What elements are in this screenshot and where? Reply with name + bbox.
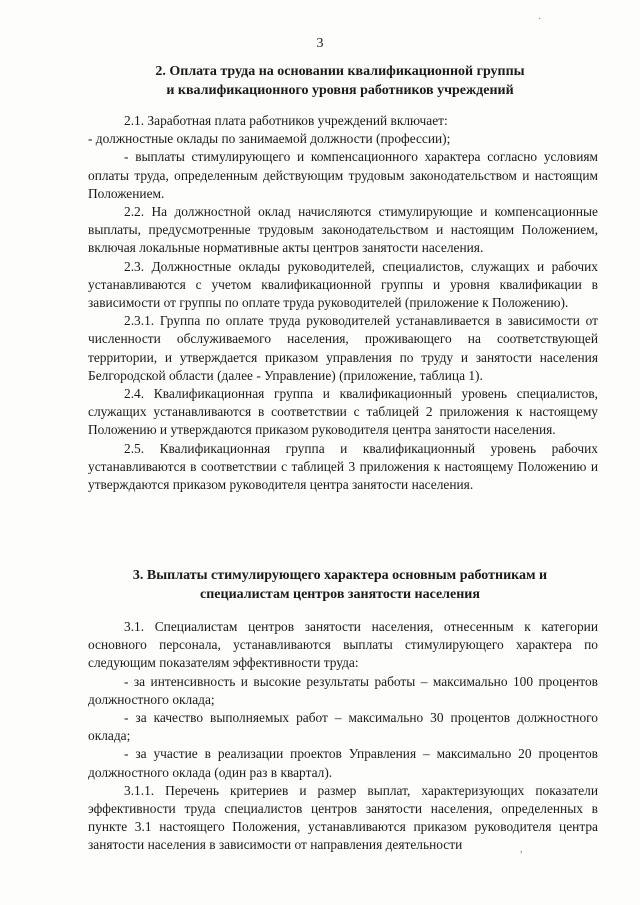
paragraph-2-3-1: 2.3.1. Группа по оплате труда руководителей устанавливается в зависимости от численности обслуживаемого населения, проживающего на соответствующей территории, и утверждается приказом управления по труду и занятости населения Белгородской области (далее - Управление) (приложение, таблица 1). <box>88 313 598 383</box>
section-3-heading <box>110 566 570 604</box>
section-2-heading-line2: и квалификационного уровня работников учреждений <box>166 83 514 98</box>
paragraph-2-3: 2.3. Должностные оклады руководителей, специалистов, служащих и рабочих устанавливаются с учетом квалификационной группы и уровня квалификации в зависимости от группы по оплате труда руководителей (приложение к Положению). <box>88 258 598 311</box>
section-2-body <box>88 112 598 494</box>
paragraph-3-1-1: 3.1.1. Перечень критериев и размер выплат, характеризующих показатели эффективности труда специалистов центров занятости населения, определенных в пункте 3.1 настоящего Положения, устанавливаются приказом руководителя центра занятости населения в зависимости от направления деятельности <box>88 782 598 853</box>
list-item-intensity: - за интенсивность и высокие результаты работы – максимально 100 процентов должностного оклада; <box>88 673 598 707</box>
list-item-projects: - за участие в реализации проектов Управления – максимально 20 процентов должностного оклада (один раз в квартал). <box>88 746 598 780</box>
paragraph-2-1: 2.1. Заработная плата работников учреждений включает: <box>124 113 448 128</box>
scan-mark-top: · <box>538 14 542 25</box>
section-2-heading <box>110 62 570 100</box>
list-item-salaries: - должностные оклады по занимаемой должности (профессии); <box>88 131 451 147</box>
section-3-heading-line1: 3. Выплаты стимулирующего характера основным работникам и <box>132 568 548 583</box>
paragraph-2-2: 2.2. На должностной оклад начисляются стимулирующие и компенсационные выплаты, предусмотренные трудовым законодательством и настоящим Положением, включая локальные нормативные акты центров занятости населения. <box>88 204 598 256</box>
paragraph-2-5: 2.5. Квалификационная группа и квалификационный уровень рабочих устанавливаются в соответствии с таблицей 3 приложения к настоящему Положению и утверждаются приказом руководителя центра занятости населения. <box>88 440 598 493</box>
section-3-heading-line2: специалистам центров занятости населения <box>200 587 480 602</box>
section-2-heading-line1: 2. Оплата труда на основании квалификационной группы <box>155 64 525 79</box>
paragraph-2-4: 2.4. Квалификационная группа и квалификационный уровень специалистов, служащих устанавливаются в соответствии с таблицей 2 приложения к настоящему Положению и утверждаются приказом руководителя центра занятости населения. <box>88 386 598 438</box>
list-item-quality: - за качество выполняемых работ – максимально 30 процентов должностного оклада; <box>88 710 598 744</box>
section-3-body <box>88 618 598 855</box>
paragraph-3-1: 3.1. Специалистам центров занятости населения, отнесенным к категории основного персонала, устанавливаются выплаты стимулирующего характера по следующим показателям эффективности труда: <box>88 619 598 671</box>
page-number: 3 <box>316 36 324 51</box>
list-item-payments: - выплаты стимулирующего и компенсационного характера согласно условиям оплаты труда, определенным действующим трудовым законодательством и настоящим Положением. <box>88 149 598 201</box>
scan-mark-bottom: , <box>520 844 523 855</box>
